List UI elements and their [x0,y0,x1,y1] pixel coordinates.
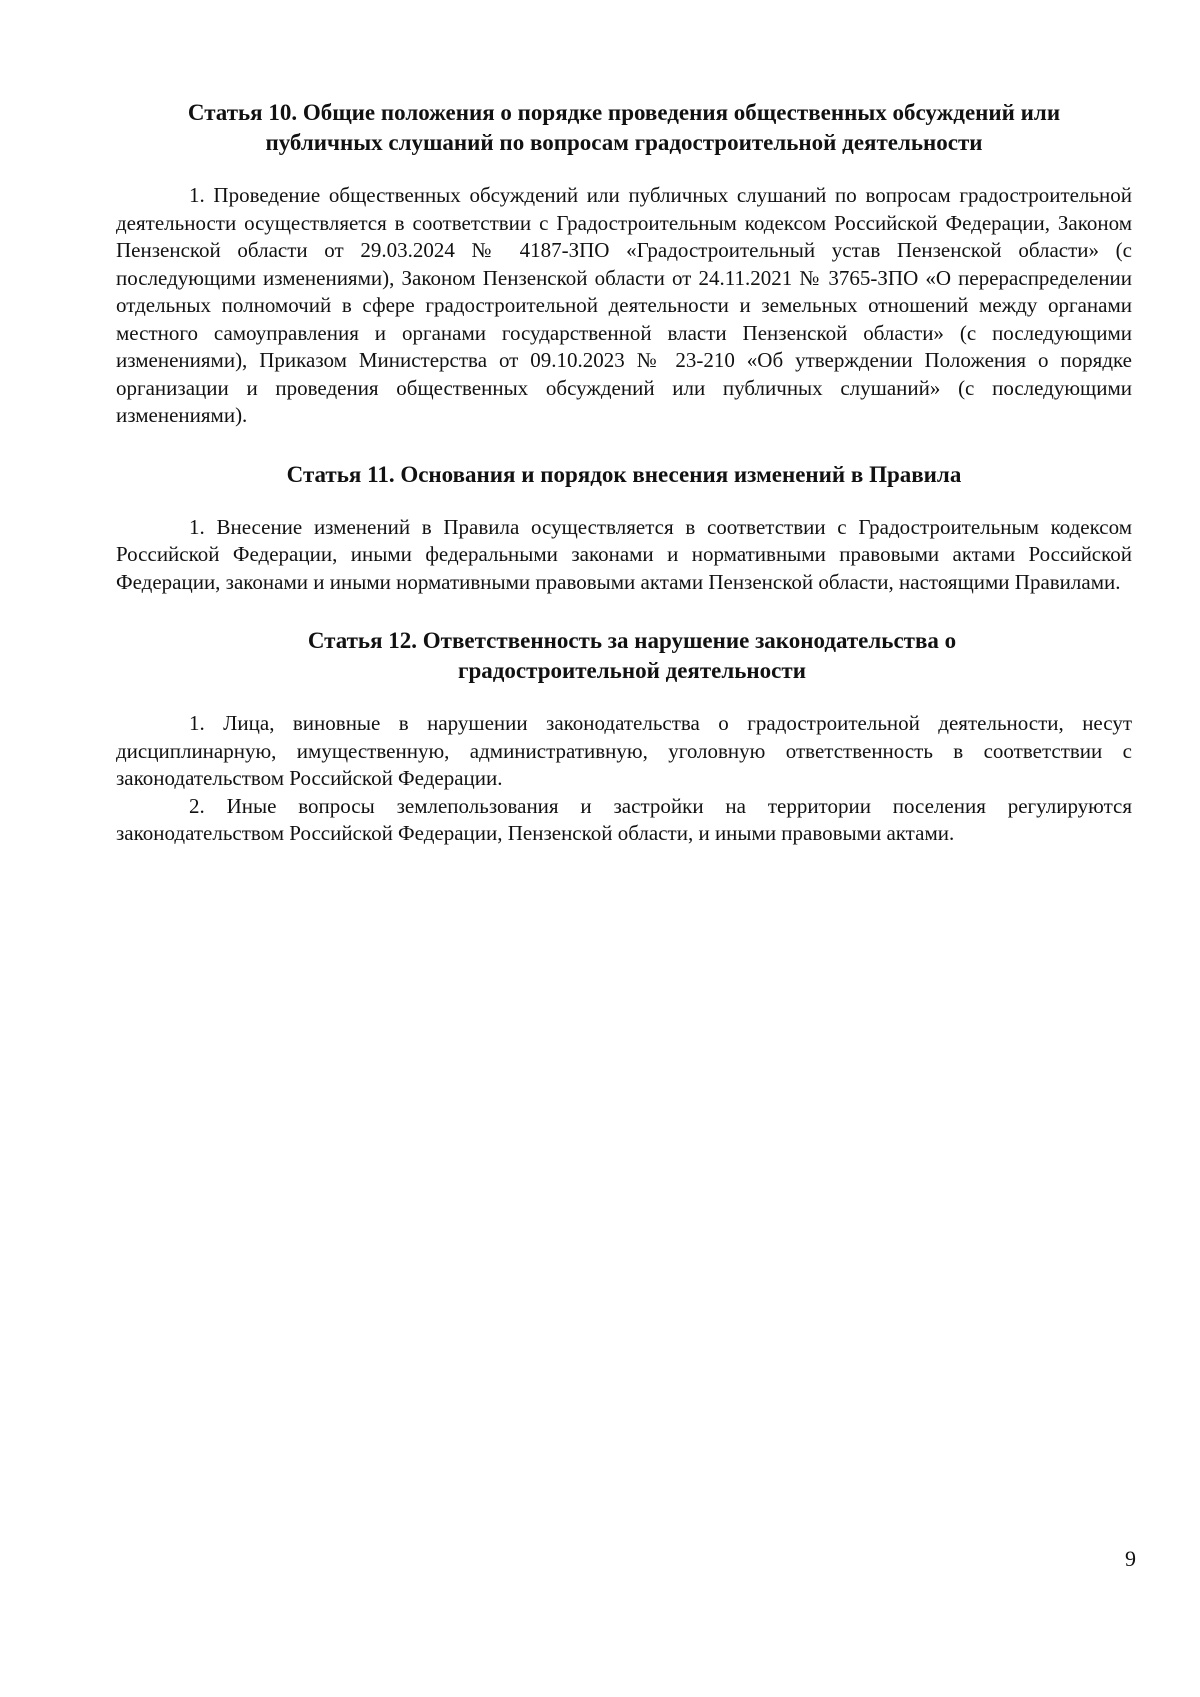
article-12-heading-line-1: Статья 12. Ответственность за нарушение законодательства о [307,628,957,653]
article-11-heading [116,460,1132,490]
article-10 [116,98,1132,430]
article-10-heading-line-1: Статья 10. Общие положения о порядке проведения общественных обсуждений или [187,100,1061,125]
article-12-paragraph-1: 1. Лица, виновные в нарушении законодательства о градостроительной деятельности, несут дисциплинарную, имущественную, административную, уголовную ответственность в соответствии с законодательством Российской Федерации. [116,711,1132,790]
article-12-heading [116,626,1132,686]
article-11 [116,460,1132,597]
document-page [116,98,1132,848]
page-number: 9 [1125,1546,1136,1571]
article-10-heading [116,98,1132,158]
article-11-paragraph-1: 1. Внесение изменений в Правила осуществляется в соответствии с Градостроительным кодексом Российской Федерации, иными федеральными законами и нормативными правовыми актами Российской Федерации, законами и иными нормативными правовыми актами Пензенской области, настоящими Правилами. [116,514,1132,594]
article-11-heading-line-1: Статья 11. Основания и порядок внесения изменений в Правила [286,461,962,487]
article-10-paragraph-1: 1. Проведение общественных обсуждений или публичных слушаний по вопросам градостроительной деятельности осуществляется в соответствии с Градостроительным кодексом Российской Федерации, Законом Пензенской области от 29.03.2024 № 4187-ЗПО «Градостроительный устав Пензенской области» (с последующими изменениями), Законом Пензенской области от 24.11.2021 № 3765-ЗПО «О перераспределении отдельных полномочий в сфере градостроительной деятельности и земельных отношений между органами местного самоуправления и органами государственной власти Пензенской области» (с последующими изменениями), Приказом Министерства от 09.10.2023 № 23-210 «Об утверждении Положения о порядке организации и проведения общественных обсуждений или публичных слушаний» (с последующими изменениями). [116,183,1132,427]
article-12-paragraph-2: 2. Иные вопросы землепользования и застройки на территории поселения регулируются законодательством Российской Федерации, Пензенской области, и иными правовыми актами. [116,793,1132,845]
article-12 [116,626,1132,848]
article-12-heading-line-2: градостроительной деятельности [458,658,806,683]
article-10-heading-line-2: публичных слушаний по вопросам градостроительной деятельности [265,130,983,155]
